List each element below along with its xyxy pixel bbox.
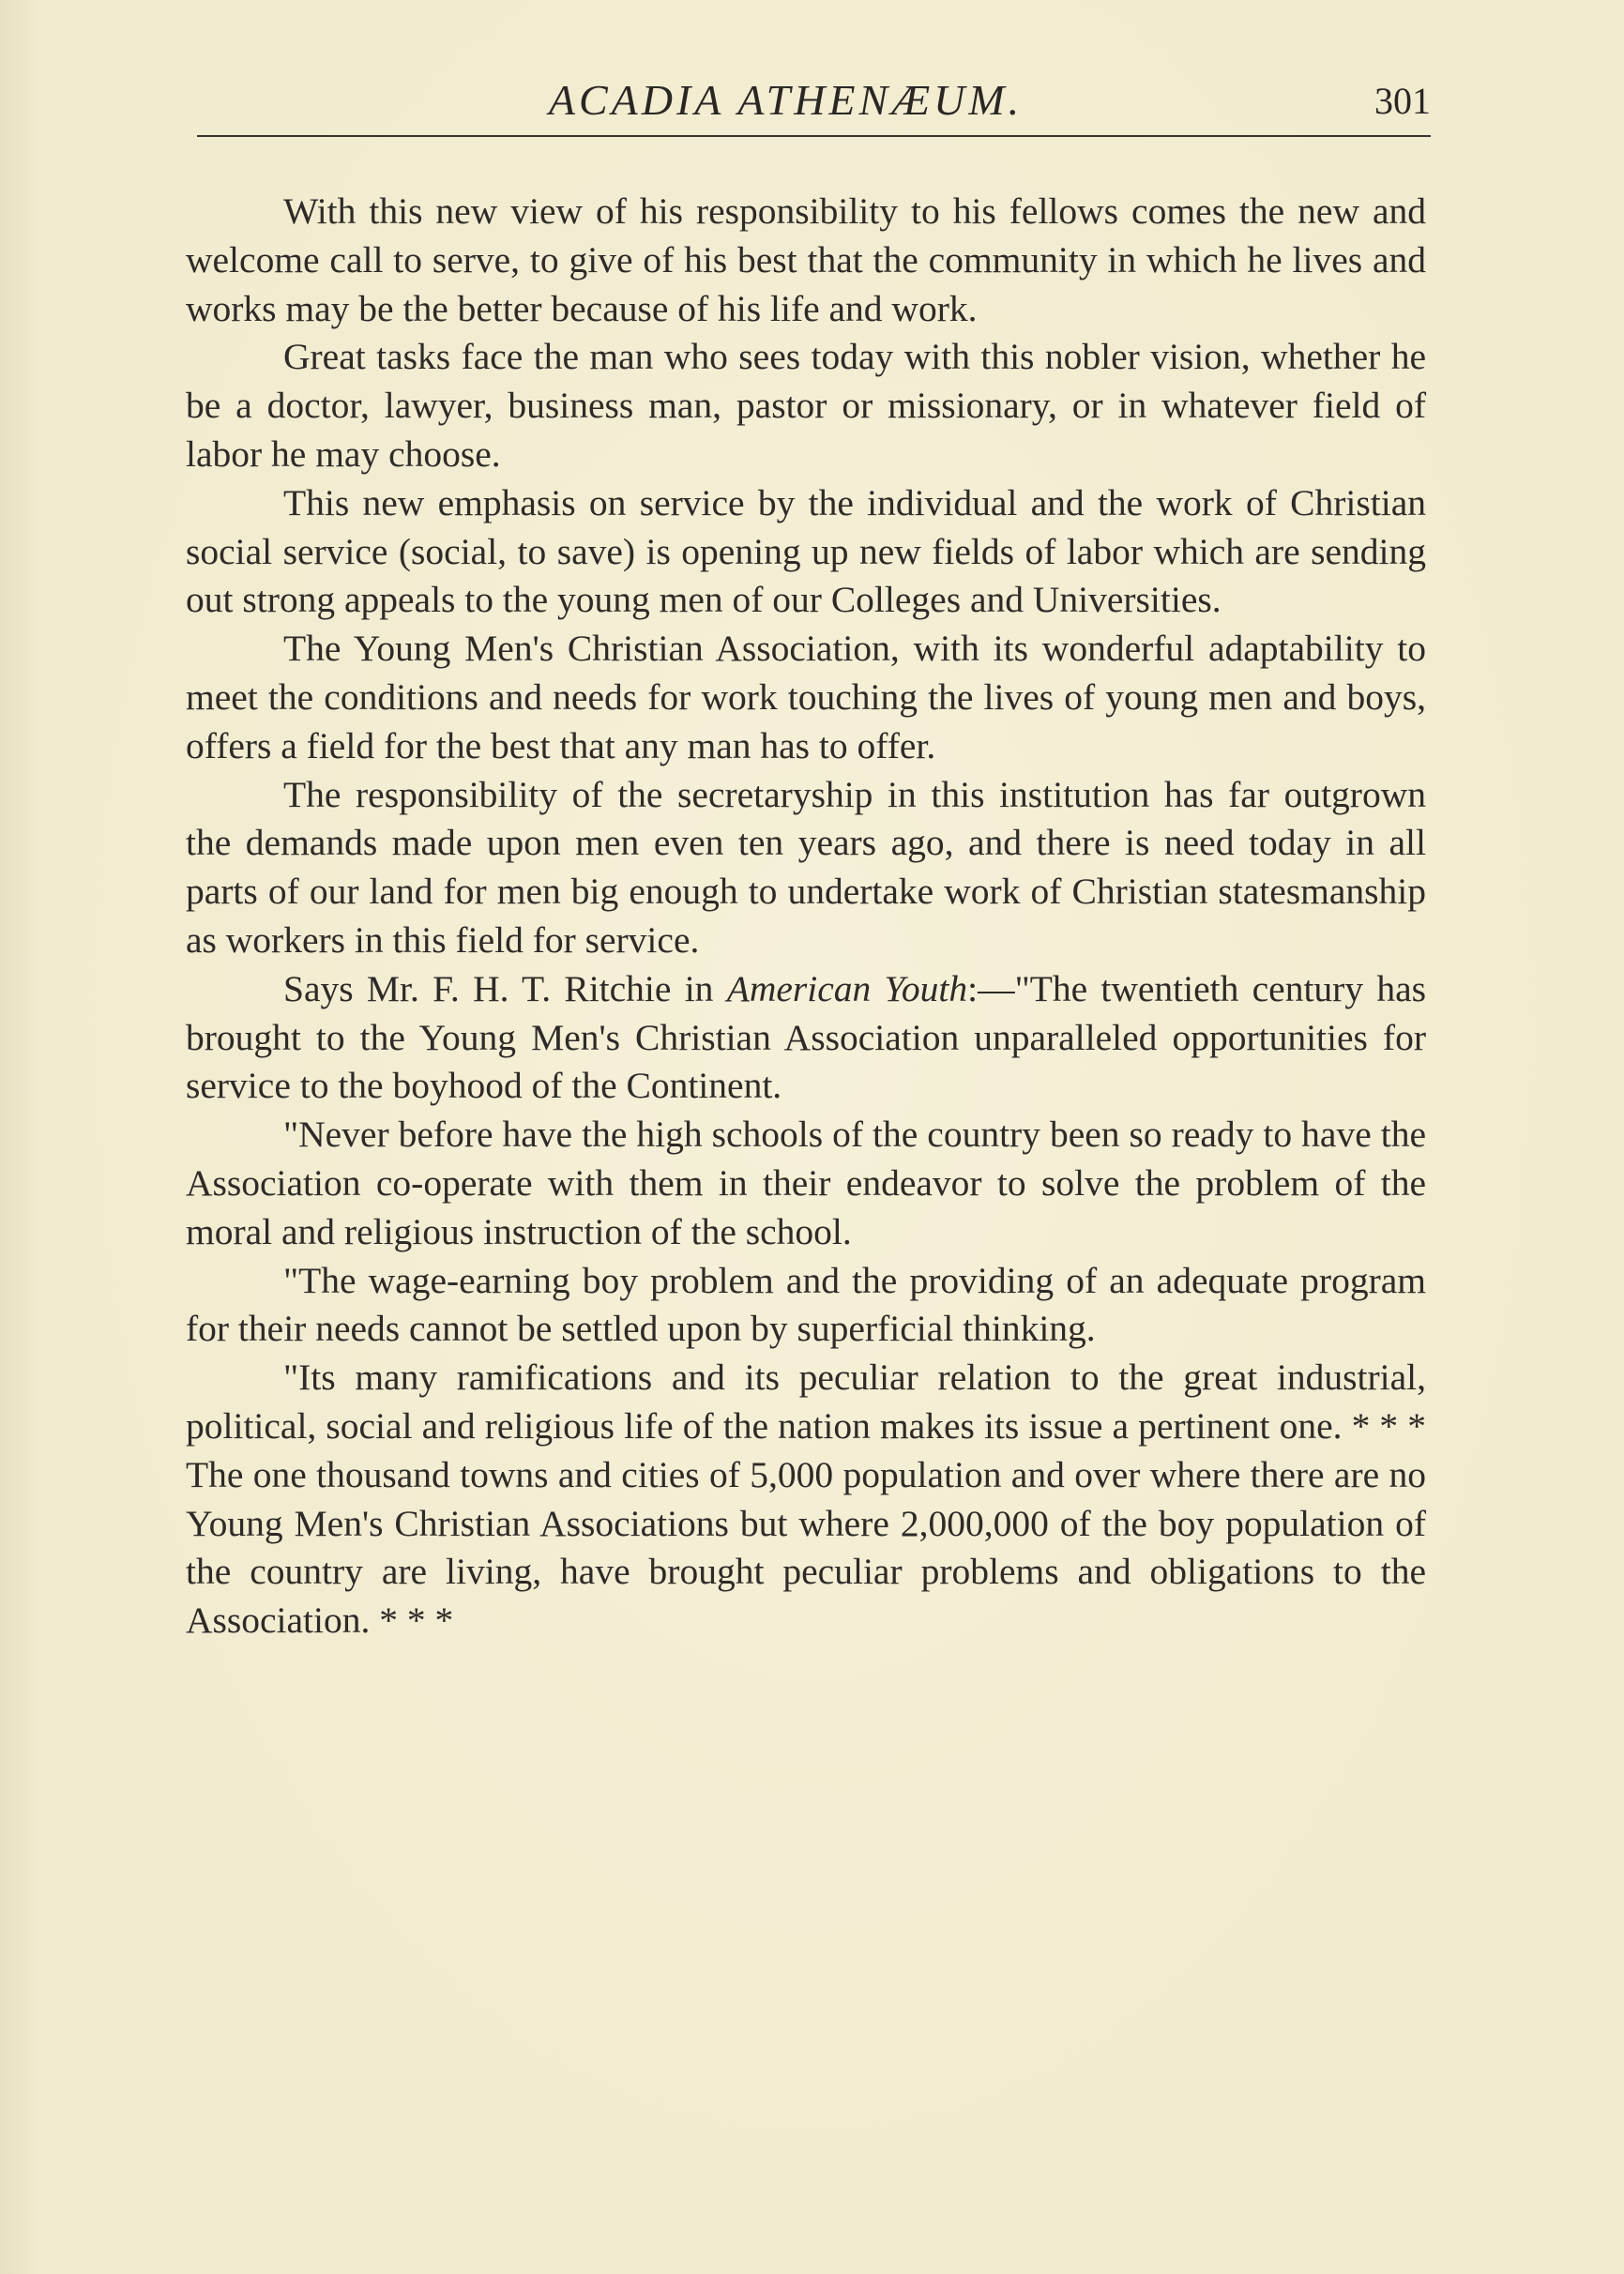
paragraph: With this new view of his responsibility to his fellows comes the new and welcome call to serve, to give of his best that the community in which he lives and works may be the better because of his life and work. xyxy=(186,190,1426,329)
page-number: 301 xyxy=(1374,80,1431,122)
paragraph: The Young Men's Christian Association, with its wonderful adaptability to meet the conditions and needs for work touching the lives of young men and boys, offers a field for the best that any man has to offer. xyxy=(186,628,1426,766)
quote-intro-after: :—"The twentieth century has brought to the Young Men's Christian Association unparalleled opportunities for service to the boyhood of the Continent. xyxy=(186,967,1426,1107)
quote-paragraph: "Its many ramifications and its peculiar relation to the great industrial, political, social and religious life of the nation makes its issue a pertinent one. * * * The one thousand towns and cities of 5,000 population and over where there are no Young Men's Christian Associations but where 2,000,000 of the boy population of the country are living, have brought peculiar problems and obligations to the Association. * * * xyxy=(186,1357,1426,1642)
quote-intro-before: Says Mr. F. H. T. Ritchie in xyxy=(283,967,727,1009)
page-header xyxy=(197,75,1431,131)
body-text xyxy=(186,188,1426,1645)
quote-intro-paragraph xyxy=(186,965,1426,1111)
paragraph: The responsibility of the secretaryship in this institution has far outgrown the demands made upon men even ten years ago, and there is need today in all parts of our land for men big enough to undertake work of Christian statesmanship as workers in this field for service. xyxy=(186,773,1426,961)
quote-paragraph: "The wage-earning boy problem and the providing of an adequate program for their needs cannot be settled upon by superficial thinking. xyxy=(186,1259,1426,1350)
paragraph: This new emphasis on service by the individual and the work of Christian social service (social, to save) is opening up new fields of labor which are sending out strong appeals to the young men of our Colleges and Universities. xyxy=(186,481,1426,621)
paragraph: Great tasks face the man who sees today with this nobler vision, whether he be a doctor, lawyer, business man, pastor or missionary, or in whatever field of labor he may choose. xyxy=(186,336,1426,475)
quote-source-title: American Youth xyxy=(726,967,968,1009)
running-title: ACADIA ATHENÆUM. xyxy=(548,76,1024,124)
header-rule xyxy=(197,135,1431,137)
quote-paragraph: "Never before have the high schools of the country been so ready to have the Association co-operate with them in their endeavor to solve the problem of the moral and religious instruction of the school. xyxy=(186,1114,1426,1252)
